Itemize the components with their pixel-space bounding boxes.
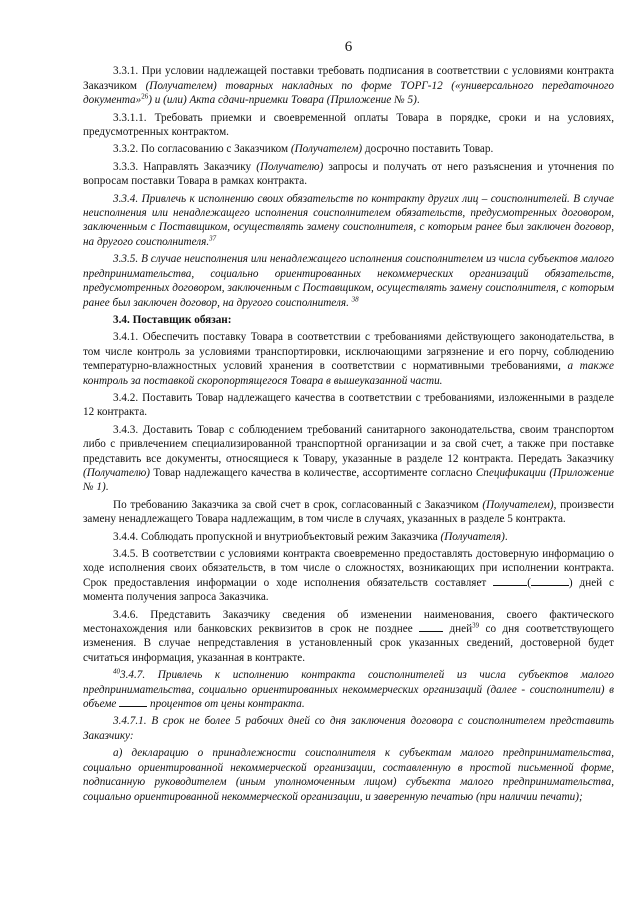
- clause-3-4-1: 3.4.1. Обеспечить поставку Товара в соответствии с требованиями действующего законодательства, в том числе контроль за условиями транспортировки, исключающими загрязнение и его порчу, соблюдению температурно-влажностных условий хранения в соответствии с нормативными требованиями, а также контроль за поставкой скоропортящегося Товара в вышеуказанной части.: [83, 331, 614, 387]
- blank-days-words-field[interactable]: [531, 585, 569, 586]
- clause-3-3-3: 3.3.3. Направлять Заказчику (Получателю) запросы и получать от него разъяснения и уточнения по вопросам поставки Товара в рамках контракта.: [83, 160, 614, 188]
- blank-days-field[interactable]: [493, 585, 527, 586]
- clause-3-4-7-1: 3.4.7.1. В срок не более 5 рабочих дней со дня заключения договора с соисполнителем представить Заказчику:: [83, 715, 614, 742]
- section-3-4-heading: 3.4. Поставщик обязан:: [113, 313, 232, 326]
- page-number: 6: [344, 39, 353, 55]
- clause-3-4-7: $^{40}$3.4.7. Привлечь к исполнению контракта соисполнителей из числа субъектов малого предпринимательства, социально ориентированных некоммерческих организаций (далее - соисполнители) в объеме процентов от цены контракта.: [83, 667, 614, 711]
- clause-3-3-5: 3.3.5. В случае неисполнения или ненадлежащего исполнения соисполнителем из числа субъектов малого предпринимательства, социально ориентированных некоммерческих организаций обязательств, предусмотренных договором, заключенным с Поставщиком, осуществлять замену соисполнителя, с которым ранее был заключен договор, на другого соисполнителя. $^{38}$: [83, 253, 614, 309]
- clause-3-4-3: 3.4.3. Доставить Товар с соблюдением требований санитарного законодательства, своим транспортом либо с привлечением специализированной транспортной организации и за свой счет, а также при поставке представить все документы, относящиеся к Товару, указанные в разделе 12 контракта. Передать Заказчику (Получателю) Товар надлежащего качества в количестве, ассортименте согласно Спецификации (Приложение № 1).: [83, 423, 614, 494]
- clause-3-4-5: 3.4.5. В соответствии с условиями контракта своевременно предоставлять достоверную информацию о ходе исполнения своих обязательств, в том числе о сложностях, возникающих при исполнении контракта. Срок предоставления информации о ходе исполнения обязательств составляет ( ) дней с момента получения запроса Заказчика.: [83, 548, 615, 604]
- clause-3-3-1: 3.3.1. При условии надлежащей поставки требовать подписания в соответствии с условиями контракта Заказчиком (Получателем) товарных накладных по форме ТОРГ-12 («универсального передаточного документа»$^{26}$) и (или) Акта сдачи-приемки Товара (Приложение № 5).: [83, 65, 615, 107]
- clause-3-4-2: 3.4.2. Поставить Товар надлежащего качества в соответствии с требованиями, изложенными в разделе 12 контракта.: [83, 391, 614, 419]
- clause-3-4-3-replacement: По требованию Заказчика за свой счет в срок, согласованный с Заказчиком (Получателем), произвести замену ненадлежащего Товара надлежащим, в том числе в случаях, указанных в разделе 5 контракта.: [83, 498, 614, 526]
- clause-3-3-1-1: 3.3.1.1. Требовать приемки и своевременной оплаты Товара в порядке, сроки и на условиях, предусмотренных контрактом.: [83, 111, 614, 139]
- blank-deadline-field[interactable]: [419, 631, 443, 632]
- clause-3-3-2: 3.3.2. По согласованию с Заказчиком (Получателем) досрочно поставить Товар.: [113, 143, 494, 156]
- clause-3-4-4: 3.4.4. Соблюдать пропускной и внутриобъектовый режим Заказчика (Получателя).: [113, 530, 508, 543]
- clause-3-4-7-1-a: а) декларацию о принадлежности соисполнителя к субъектам малого предпринимательства, социально ориентированной некоммерческой организации, составленную в простой письменной форме, подписанную руководителем (иным уполномоченным лицом) субъекта малого предпринимательства, социально ориентированной некоммерческой организации, и заверенную печатью (при наличии печати);: [83, 747, 614, 803]
- blank-percent-field[interactable]: [119, 706, 147, 707]
- clause-3-4-6: 3.4.6. Представить Заказчику сведения об изменении наименования, своего фактического местонахождения или банковских реквизитов в срок не позднее дней$^{39}$ со дня соответствующего изменения. В случае непредставления в установленный срок указанных сведений, достоверной будет считаться информация, указанная в контракте.: [83, 608, 614, 664]
- clause-3-3-4: 3.3.4. Привлечь к исполнению своих обязательств по контракту других лиц – соисполнителей. В случае неисполнения или ненадлежащего исполнения соисполнителем обязательств, предусмотренных договором, заключенным с Поставщиком, осуществлять замену соисполнителя, с которым ранее был заключен договор, на другого соисполнителя.$^{37}$: [83, 192, 614, 248]
